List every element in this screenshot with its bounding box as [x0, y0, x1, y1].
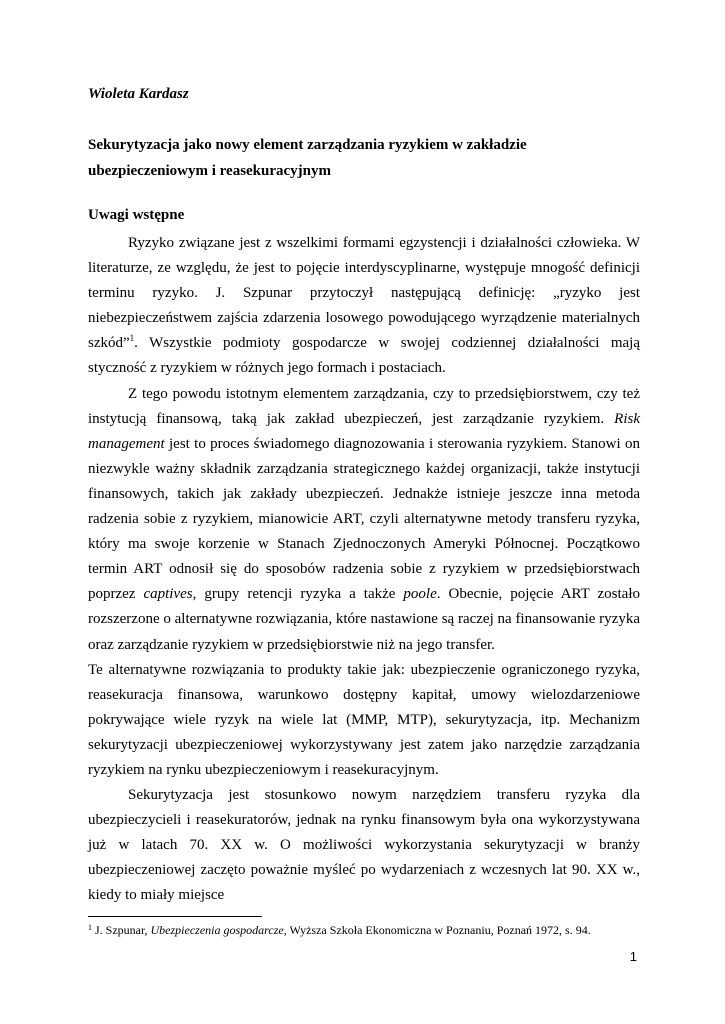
- footnote-book-title: Ubezpieczenia gospodarcze: [150, 923, 284, 937]
- footnote: [88, 923, 648, 938]
- term-risk-management: Risk management: [88, 410, 640, 452]
- footnote-number: 1: [88, 923, 92, 932]
- page-number: 1: [629, 949, 637, 964]
- paragraph-2-text-d: . Obecnie, pojęcie ART zostało rozszerzone o alternatywne rozwiązania, które nastawione są raczej na finansowanie ryzyka oraz zarządzanie ryzykiem w przedsiębiorstwie niż na jego transfer.: [88, 586, 640, 653]
- author-name: Wioleta Kardasz: [88, 86, 189, 102]
- paragraph-3: Te alternatywne rozwiązania to produkty takie jak: ubezpieczenie ograniczonego ryzyka, reasekuracja finansowa, warunkowo dostępny kapitał, umowy wielozdarzeniowe pokrywające wiele ryzyk na wiele lat (MMP, MTP), sekurytyzacja, itp. Mechanizm sekurytyzacji ubezpieczeniowej wykorzystywany jest zatem jako narzędzie zarządzania ryzykiem na rynku ubezpieczeniowym i reasekuracyjnym.: [88, 661, 640, 778]
- footnote-text-b: , Wyższa Szkoła Ekonomiczna w Poznaniu, Poznań 1972, s. 94.: [283, 923, 591, 937]
- paragraph-1-text-b: . Wszystkie podmioty gospodarcze w swojej codziennej działalności mają styczność z ryzykiem w różnych jego formach i postaciach.: [88, 335, 640, 377]
- paragraph-1-text-a: Ryzyko związane jest z wszelkimi formami egzystencji i działalności człowieka. W literaturze, ze względu, że jest to pojęcie interdyscyplinarne, występuje mnogość definicji terminu ryzyko. J. Szpunar przytoczył następującą definicję: „ryzyko jest niebezpieczeństwem zajścia zdarzenia losowego powodującego wyrządzenie materialnych szkód”: [88, 235, 640, 352]
- paragraph-2-text-a: Z tego powodu istotnym elementem zarządzania, czy to przedsiębiorstwem, czy też instytucją finansową, taką jak zakład ubezpieczeń, jest zarządzanie ryzykiem.: [88, 385, 640, 427]
- term-captives: captives: [143, 586, 193, 603]
- body-text: [88, 231, 640, 909]
- paragraph-2-text-c: , grupy retencji ryzyka a także: [192, 586, 404, 603]
- paragraph-4: Sekurytyzacja jest stosunkowo nowym narzędziem transferu ryzyka dla ubezpieczycieli i reasekuratorów, jednak na rynku finansowym była ona wykorzystywana już w latach 70. XX w. O możliwości wykorzystania sekurytyzacji w branży ubezpieczeniowej zaczęto poważnie myśleć po wydarzeniach z wczesnych lat 90. XX w., kiedy to miały miejsce: [88, 787, 640, 904]
- paragraph-2-text-b: jest to proces świadomego diagnozowania i sterowania ryzykiem. Stanowi on niezwykle ważny składnik zarządzania strategicznego każdej organizacji, także instytucji finansowych, takich jak zakłady ubezpieczeń. Jednakże istnieje jeszcze inna metoda radzenia sobie z ryzykiem, mianowicie ART, czyli alternatywne metody transferu ryzyka, który ma swoje korzenie w Stanach Zjednoczonych Ameryki Północnej. Początkowo termin ART odnosił się do sposobów radzenia sobie z ryzykiem w przedsiębiorstwach poprzez: [88, 435, 640, 603]
- paragraph-1: [88, 231, 640, 382]
- footnote-text-a: J. Szpunar,: [92, 923, 151, 937]
- paragraph-2: [88, 382, 640, 658]
- term-poole: poole: [403, 586, 437, 603]
- footnote-reference: 1: [129, 333, 135, 344]
- document-title: Sekurytyzacja jako nowy element zarządzania ryzykiem w zakładzie ubezpieczeniowym i reasekuracyjnym: [88, 137, 527, 179]
- footnote-separator: [88, 916, 262, 917]
- section-heading: Uwagi wstępne: [88, 207, 185, 223]
